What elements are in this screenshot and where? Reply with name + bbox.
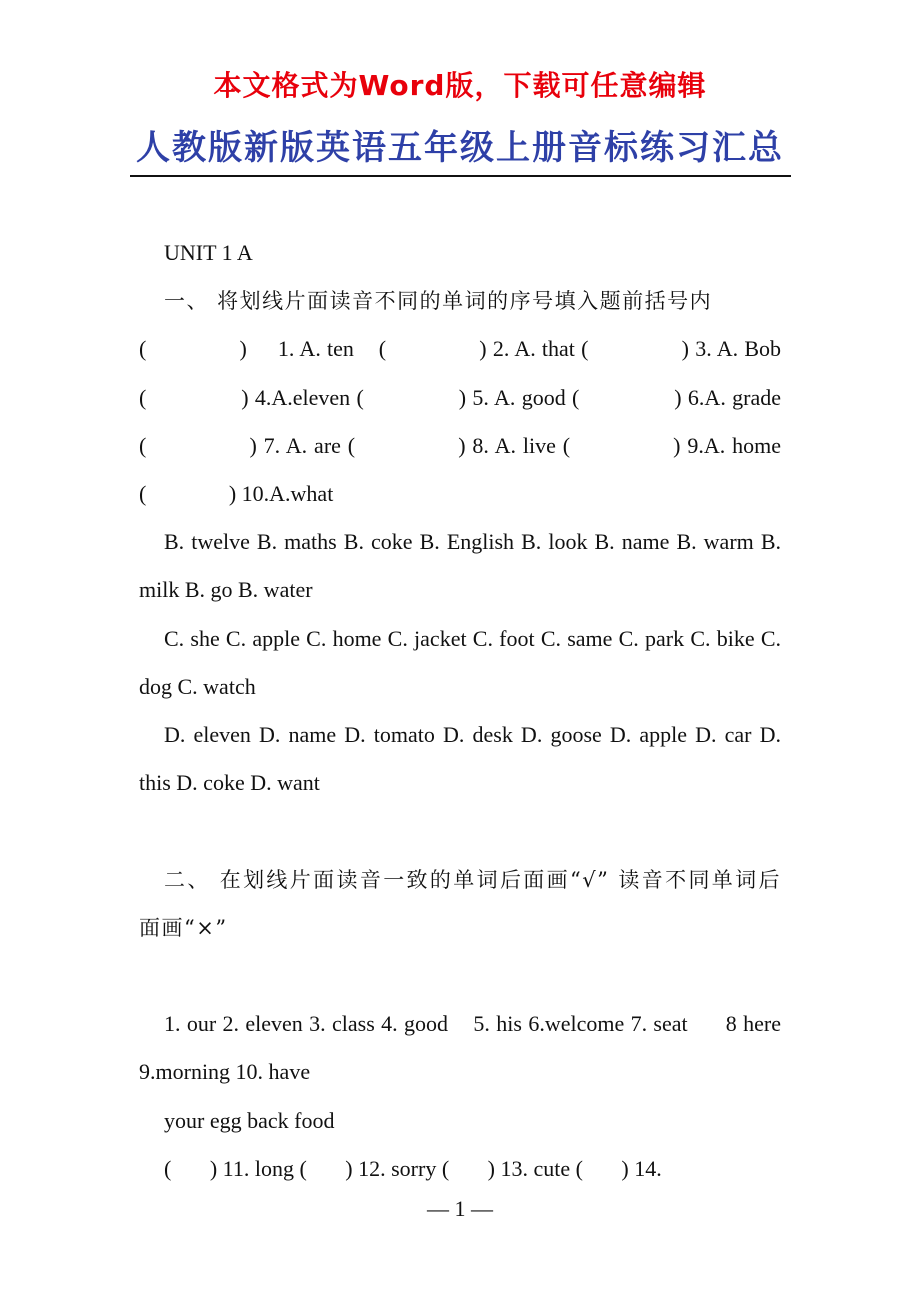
section-2-words: 1. our 2. eleven 3. class 4. good 5. his 6.welcome 7. seat 8 here 9.morning 10. have — [139, 1011, 781, 1085]
unit-heading: UNIT 1 A — [164, 240, 253, 265]
spacer — [139, 807, 781, 855]
page-number: — 1 — — [427, 1196, 493, 1221]
section-1-options-d: D. eleven D. name D. tomato D. desk D. goose D. apple D. car D. this D. coke D. want — [139, 722, 781, 796]
section-1-heading: 一、 将划线片面读音不同的单词的序号填入题前括号内 — [164, 289, 713, 314]
title-divider — [130, 175, 791, 177]
section-2-words-continued: your egg back food — [164, 1107, 335, 1133]
section-1-question-line: ( ) 1. A. ten ( ) 2. A. that ( ) 3. A. Bob ( ) 4.A.eleven ( ) 5. A. good ( ) 6.A. grade ( ) 7. A. are ( ) 8. A. live ( ) 9.A. home ( ) 10.A.what — [139, 336, 781, 507]
spacer — [139, 952, 781, 1000]
section-1-options-b: B. twelve B. maths B. coke B. English B. look B. name B. warm B. milk B. go B. water — [139, 529, 781, 603]
section-1-options-c: C. she C. apple C. home C. jacket C. foot C. same C. park C. bike C. dog C. watch — [139, 625, 781, 699]
document-body — [139, 229, 781, 1193]
document-title: 人教版新版英语五年级上册音标练习汇总 — [136, 128, 784, 168]
word-format-banner: 本文格式为Word版，下载可任意编辑 — [213, 69, 707, 102]
section-2-question-line: ( ) 11. long ( ) 12. sorry ( ) 13. cute ( ) 14. — [164, 1155, 662, 1181]
section-2-heading: 二、 在划线片面读音一致的单词后面画“√” 读音不同单词后面画“×” — [139, 867, 781, 940]
